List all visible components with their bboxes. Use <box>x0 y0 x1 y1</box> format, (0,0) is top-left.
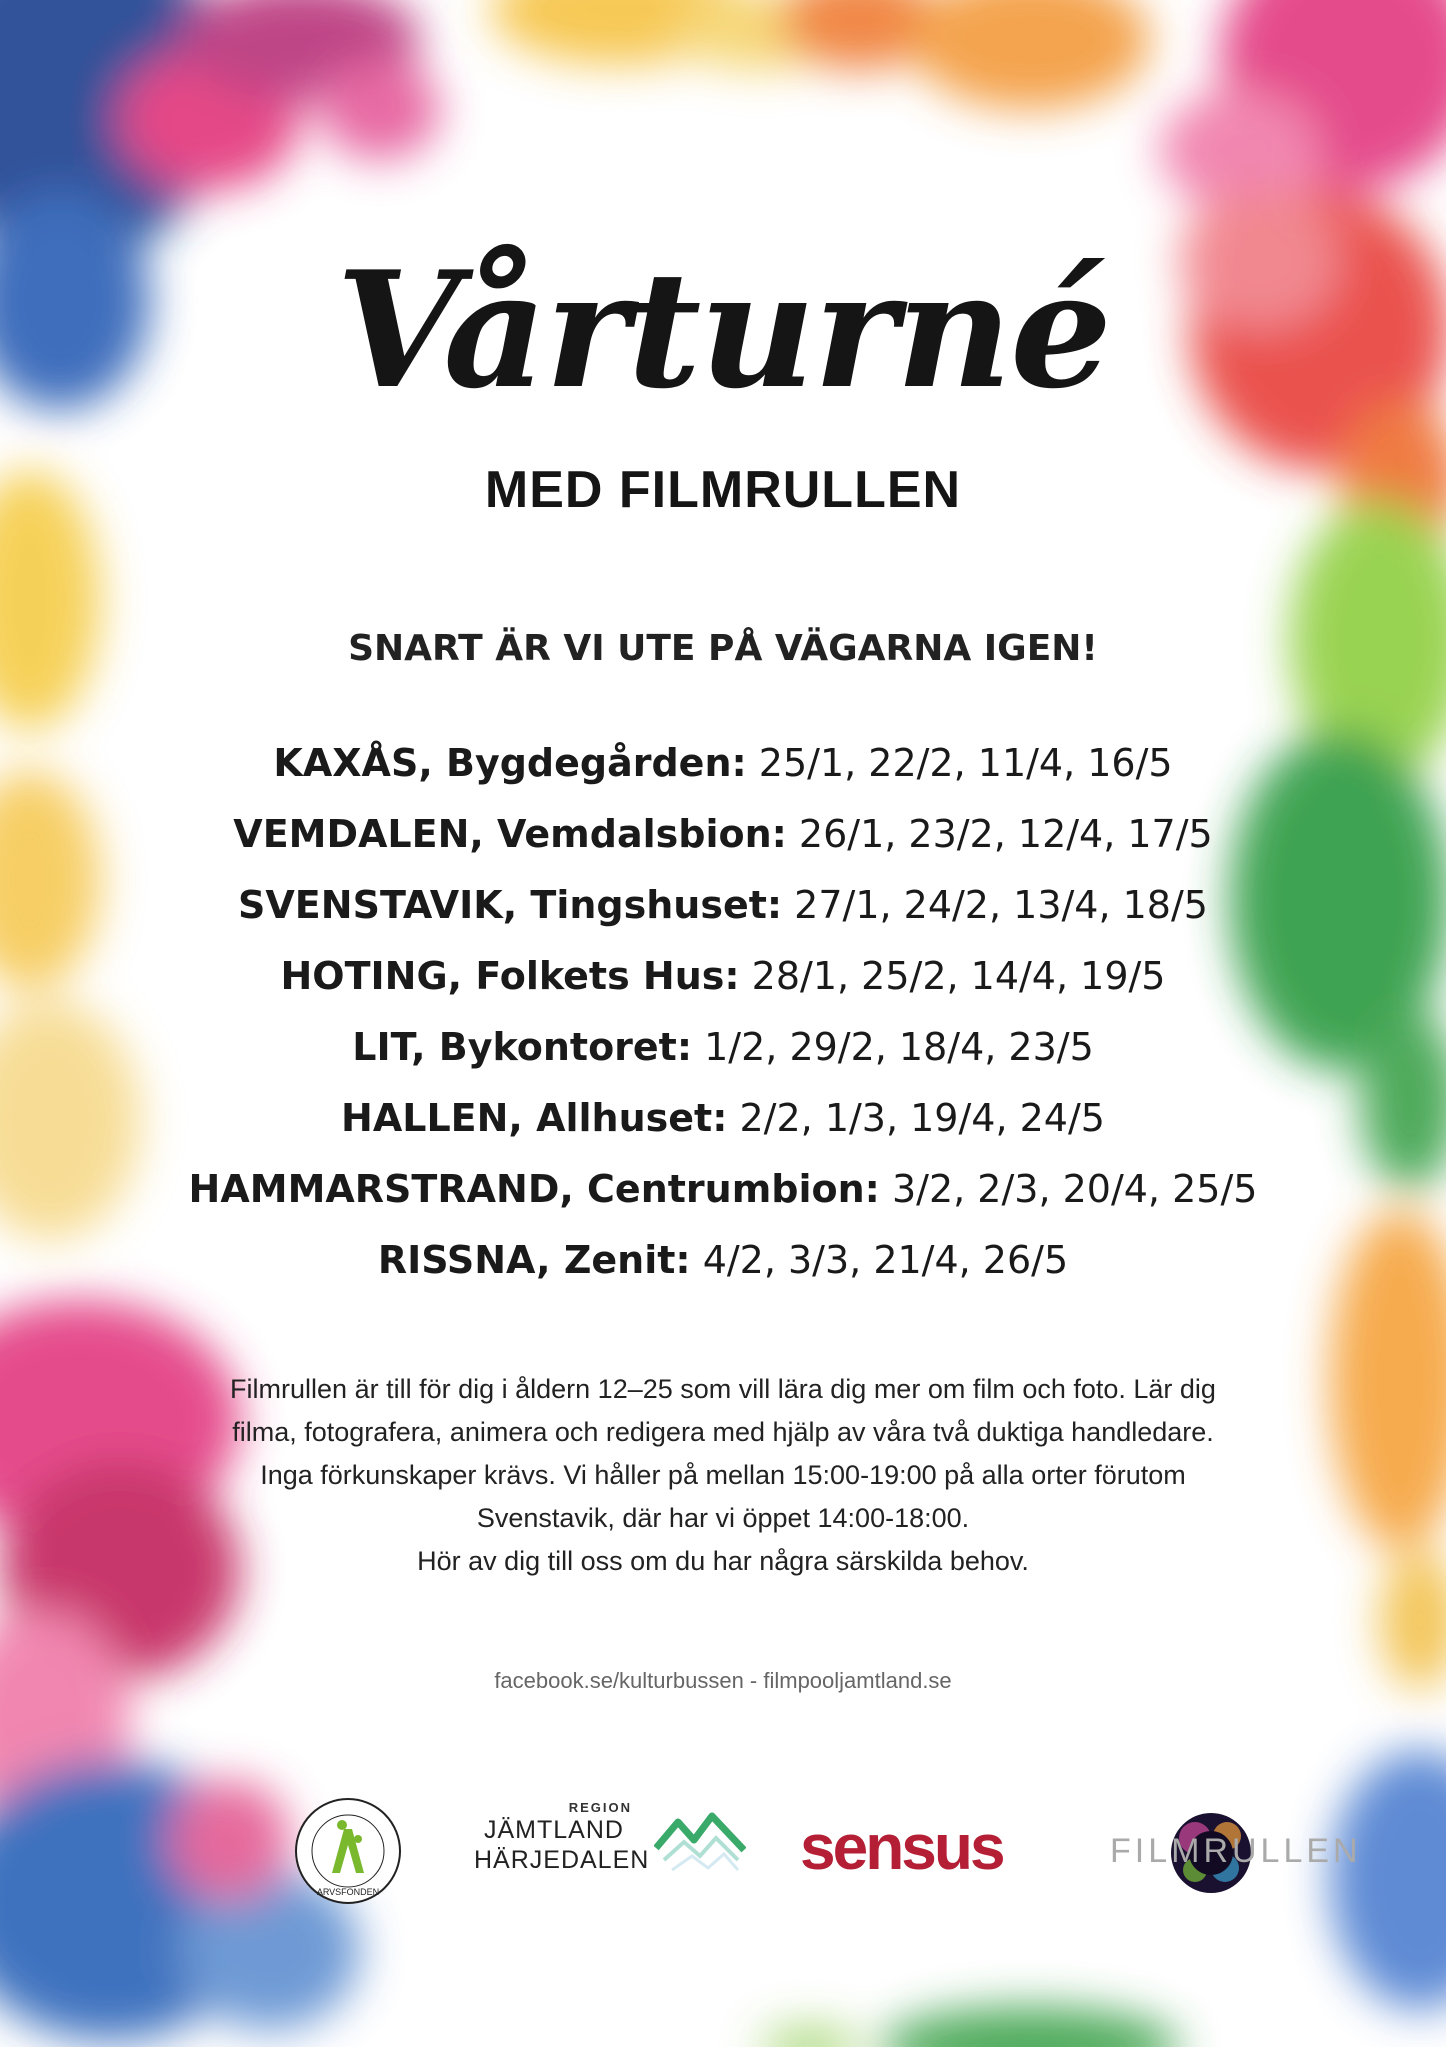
schedule-dates: 1/2, 29/2, 18/4, 23/5 <box>692 1025 1094 1069</box>
schedule-dates: 2/2, 1/3, 19/4, 24/5 <box>727 1096 1105 1140</box>
schedule-list <box>0 735 1446 1303</box>
schedule-place: HALLEN, Allhuset: <box>341 1096 728 1140</box>
filmrullen-logo <box>1110 1798 1362 1908</box>
schedule-row <box>0 1232 1446 1303</box>
info-paragraph <box>120 1368 1326 1583</box>
schedule-dates: 27/1, 24/2, 13/4, 18/5 <box>782 883 1208 927</box>
region-logo <box>474 1800 744 1900</box>
filmrullen-wordmark: FILMRULLEN <box>1110 1832 1362 1870</box>
info-line: Inga förkunskaper krävs. Vi håller på mellan 15:00-19:00 på alla orter förutom <box>260 1460 1186 1490</box>
sensus-logo: sensus <box>800 1811 1003 1883</box>
mountain-icon <box>654 1808 746 1878</box>
schedule-row <box>0 806 1446 877</box>
schedule-row <box>0 948 1446 1019</box>
schedule-row <box>0 877 1446 948</box>
schedule-place: RISSNA, Zenit: <box>377 1238 691 1282</box>
poster-title: Vårturné <box>335 236 1111 424</box>
info-line: Svenstavik, där har vi öppet 14:00-18:00. <box>476 1503 970 1533</box>
info-line: Filmrullen är till för dig i åldern 12–25 som vill lära dig mer om film och foto. Lär dig <box>230 1374 1216 1404</box>
tagline: SNART ÄR VI UTE PÅ VÄGARNA IGEN! <box>348 628 1098 669</box>
schedule-dates: 4/2, 3/3, 21/4, 26/5 <box>690 1238 1069 1282</box>
schedule-dates: 25/1, 22/2, 11/4, 16/5 <box>746 741 1173 785</box>
schedule-place: HOTING, Folkets Hus: <box>280 954 740 998</box>
schedule-row <box>0 1090 1446 1161</box>
schedule-place: SVENSTAVIK, Tingshuset: <box>238 883 783 927</box>
arvsfonden-logo <box>292 1795 404 1907</box>
schedule-place: KAXÅS, Bygdegården: <box>273 741 747 785</box>
info-line: Hör av dig till oss om du har några särskilda behov. <box>417 1546 1029 1576</box>
schedule-place: VEMDALEN, Vemdalsbion: <box>233 812 787 856</box>
title-block <box>0 230 1446 430</box>
schedule-row <box>0 1019 1446 1090</box>
schedule-dates: 26/1, 23/2, 12/4, 17/5 <box>786 812 1213 856</box>
arvsfonden-text: ARVSFONDEN <box>316 1887 380 1897</box>
region-small-text: REGION <box>568 1800 632 1815</box>
schedule-dates: 3/2, 2/3, 20/4, 25/5 <box>879 1167 1258 1211</box>
schedule-row <box>0 1161 1446 1232</box>
poster-subtitle: MED FILMRULLEN <box>484 461 962 519</box>
region-line1: JÄMTLAND <box>484 1816 624 1844</box>
region-line2: HÄRJEDALEN <box>474 1846 650 1874</box>
contact-links[interactable]: facebook.se/kulturbussen - filmpooljamtland.se <box>494 1668 952 1693</box>
schedule-dates: 28/1, 25/2, 14/4, 19/5 <box>739 954 1166 998</box>
info-line: filma, fotografera, animera och redigera med hjälp av våra två duktiga handledare. <box>232 1417 1214 1447</box>
schedule-row <box>0 735 1446 806</box>
sponsor-logos <box>0 1780 1446 1930</box>
schedule-place: LIT, Bykontoret: <box>352 1025 693 1069</box>
schedule-place: HAMMARSTRAND, Centrumbion: <box>188 1167 880 1211</box>
